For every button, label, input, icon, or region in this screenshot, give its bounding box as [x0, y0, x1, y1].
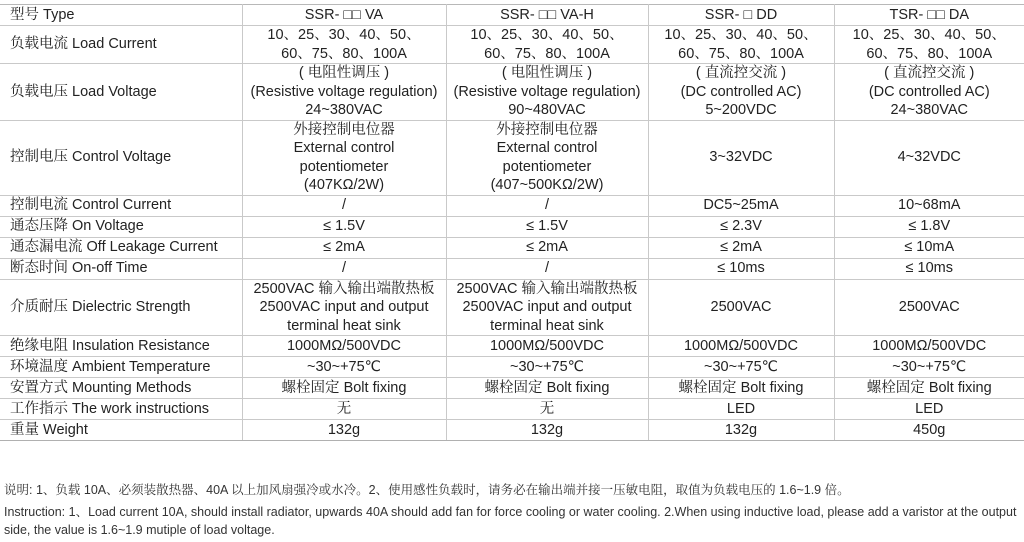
- cell-on-voltage: [834, 216, 1024, 237]
- cell-line: ≤ 1.5V: [323, 218, 365, 235]
- row-load-voltage: [0, 64, 1024, 121]
- cell-work-instructions: [242, 399, 446, 420]
- cell-line: 无: [336, 400, 352, 417]
- cell-control-current: [834, 195, 1024, 216]
- cell-line: 2500VAC 输入输出端散热板: [456, 280, 638, 297]
- cell-line: 5~200VDC: [705, 102, 777, 118]
- cell-line: 132g: [724, 421, 758, 438]
- cell-ambient-temperature: [242, 357, 446, 378]
- row-on-voltage: [0, 216, 1024, 237]
- cell-line: DC5~25mA: [703, 197, 779, 214]
- cell-line: (407~500KΩ/2W): [490, 177, 604, 193]
- cell-on-off-time: [648, 258, 834, 279]
- row-control-voltage: [0, 120, 1024, 195]
- cell-line: 外接控制电位器: [293, 121, 395, 138]
- cell-line: 1000MΩ/500VDC: [872, 337, 987, 354]
- cell-line: terminal heat sink: [287, 317, 401, 334]
- cell-line: 60、75、80、100A: [866, 45, 993, 62]
- row-load-current: [0, 26, 1024, 64]
- cell-load-voltage: [242, 64, 446, 121]
- cell-line: 60、75、80、100A: [281, 45, 407, 62]
- cell-ambient-temperature: [446, 357, 648, 378]
- cell-line: 外接控制电位器: [496, 121, 598, 138]
- cell-line: ≤ 2mA: [720, 239, 762, 256]
- cell-work-instructions: [648, 399, 834, 420]
- cell-line: ( 电阻性调压 ): [298, 65, 390, 81]
- cell-mounting-methods: [648, 378, 834, 399]
- cell-line: 螺栓固定 Bolt fixing: [281, 379, 407, 396]
- cell-off-leakage-current: [648, 237, 834, 258]
- cell-load-current: [446, 26, 648, 64]
- header-row: [0, 5, 1024, 26]
- cell-dielectric-strength: [834, 279, 1024, 336]
- cell-control-current: [648, 195, 834, 216]
- cell-line: ≤ 2mA: [323, 239, 365, 256]
- row-label: 绝缘电阻 Insulation Resistance: [0, 336, 242, 357]
- cell-weight: [834, 420, 1024, 441]
- cell-line: ~30~+75℃: [510, 358, 584, 375]
- cell-dielectric-strength: [242, 279, 446, 336]
- row-control-current: [0, 195, 1024, 216]
- cell-weight: [446, 420, 648, 441]
- cell-control-voltage: [648, 120, 834, 195]
- cell-line: 10~68mA: [898, 197, 961, 214]
- cell-line: 10、25、30、40、50、: [267, 27, 421, 43]
- cell-line: 2500VAC 输入输出端散热板: [253, 280, 435, 297]
- cell-line: 1000MΩ/500VDC: [683, 337, 798, 354]
- cell-line: 4~32VDC: [897, 149, 961, 166]
- cell-line: (DC controlled AC): [868, 83, 990, 100]
- cell-line: LED: [726, 400, 756, 417]
- cell-work-instructions: [446, 399, 648, 420]
- cell-off-leakage-current: [834, 237, 1024, 258]
- model-header: SSR- □ DD: [648, 5, 834, 26]
- row-label: 环境温度 Ambient Temperature: [0, 357, 242, 378]
- cell-line: 10、25、30、40、50、: [852, 27, 1006, 43]
- row-mounting-methods: [0, 378, 1024, 399]
- cell-line: (DC controlled AC): [680, 83, 802, 100]
- cell-insulation-resistance: [446, 336, 648, 357]
- cell-line: /: [544, 197, 550, 214]
- note-english: Instruction: 1、Load current 10A, should install radiator, upwards 40A should add fan for force cooling or water cooling. 2.When using inductive load, please add a varistor at the output side, the value is 1.6~1.9 mutiple of load voltage.: [4, 505, 1017, 537]
- row-work-instructions: [0, 399, 1024, 420]
- cell-off-leakage-current: [242, 237, 446, 258]
- cell-line: 2500VAC input and output: [462, 299, 632, 315]
- row-dielectric-strength: [0, 279, 1024, 336]
- cell-mounting-methods: [834, 378, 1024, 399]
- cell-on-voltage: [446, 216, 648, 237]
- row-label: 通态漏电流 Off Leakage Current: [0, 237, 242, 258]
- cell-line: 螺栓固定 Bolt fixing: [678, 379, 804, 396]
- cell-line: ≤ 1.8V: [908, 218, 951, 235]
- cell-line: 90~480VAC: [508, 102, 586, 118]
- cell-line: 132g: [327, 421, 361, 438]
- cell-weight: [648, 420, 834, 441]
- cell-control-voltage: [834, 120, 1024, 195]
- cell-line: ~30~+75℃: [307, 358, 381, 375]
- cell-line: ( 直流控交流 ): [884, 65, 975, 81]
- cell-line: ≤ 10mA: [904, 239, 955, 256]
- cell-control-voltage: [446, 120, 648, 195]
- cell-line: 132g: [530, 421, 564, 438]
- cell-line: 60、75、80、100A: [678, 45, 804, 62]
- cell-on-off-time: [242, 258, 446, 279]
- cell-insulation-resistance: [834, 336, 1024, 357]
- cell-line: 3~32VDC: [709, 149, 773, 166]
- row-label: 安置方式 Mounting Methods: [0, 378, 242, 399]
- cell-on-off-time: [834, 258, 1024, 279]
- cell-line: 2500VAC: [898, 299, 960, 315]
- cell-line: 1000MΩ/500VDC: [286, 337, 401, 354]
- cell-line: ≤ 10ms: [717, 260, 765, 277]
- model-header: SSR- □□ VA-H: [446, 5, 648, 26]
- note-chinese: 说明: 1、负载 10A、必须装散热器、40A 以上加风扇强冷或水冷。2、使用感性负载时，请务必在输出端并接一压敏电阻，取值为负载电压的 1.6~1.9 倍。: [4, 483, 850, 497]
- cell-line: ≤ 1.5V: [526, 218, 568, 235]
- cell-ambient-temperature: [648, 357, 834, 378]
- row-insulation-resistance: [0, 336, 1024, 357]
- cell-load-voltage: [834, 64, 1024, 121]
- cell-line: (Resistive voltage regulation): [250, 83, 438, 100]
- row-label: 控制电流 Control Current: [0, 195, 242, 216]
- cell-line: potentiometer: [502, 158, 592, 175]
- cell-line: ~30~+75℃: [892, 358, 967, 375]
- row-weight: [0, 420, 1024, 441]
- cell-line: ≤ 2.3V: [720, 218, 762, 235]
- row-off-leakage-current: [0, 237, 1024, 258]
- cell-line: External control: [496, 140, 598, 156]
- cell-line: 2500VAC: [710, 299, 772, 315]
- row-label: 控制电压 Control Voltage: [0, 120, 242, 195]
- cell-line: External control: [293, 140, 395, 156]
- cell-mounting-methods: [242, 378, 446, 399]
- cell-control-current: [446, 195, 648, 216]
- cell-line: terminal heat sink: [490, 317, 604, 334]
- row-label: 负载电压 Load Voltage: [0, 64, 242, 121]
- model-header: SSR- □□ VA: [242, 5, 446, 26]
- cell-work-instructions: [834, 399, 1024, 420]
- row-label: 工作指示 The work instructions: [0, 399, 242, 420]
- cell-insulation-resistance: [648, 336, 834, 357]
- row-label: 断态时间 On-off Time: [0, 258, 242, 279]
- cell-load-current: [648, 26, 834, 64]
- cell-line: potentiometer: [299, 158, 389, 175]
- cell-weight: [242, 420, 446, 441]
- cell-line: 螺栓固定 Bolt fixing: [866, 379, 992, 396]
- cell-on-voltage: [648, 216, 834, 237]
- cell-dielectric-strength: [446, 279, 648, 336]
- row-label: 重量 Weight: [0, 420, 242, 441]
- cell-line: 螺栓固定 Bolt fixing: [484, 379, 610, 396]
- cell-line: (407KΩ/2W): [303, 177, 385, 193]
- row-on-off-time: [0, 258, 1024, 279]
- cell-dielectric-strength: [648, 279, 834, 336]
- cell-line: ( 直流控交流 ): [695, 65, 787, 81]
- cell-ambient-temperature: [834, 357, 1024, 378]
- model-header: TSR- □□ DA: [834, 5, 1024, 26]
- cell-line: 1000MΩ/500VDC: [489, 337, 604, 354]
- cell-line: ≤ 10ms: [905, 260, 953, 277]
- row-label: 负载电流 Load Current: [0, 26, 242, 64]
- row-ambient-temperature: [0, 357, 1024, 378]
- cell-line: ~30~+75℃: [704, 358, 778, 375]
- cell-line: 60、75、80、100A: [484, 45, 610, 62]
- cell-line: /: [544, 260, 550, 277]
- cell-line: 2500VAC input and output: [259, 299, 429, 315]
- cell-line: 无: [539, 400, 555, 417]
- cell-line: 10、25、30、40、50、: [664, 27, 818, 43]
- cell-load-voltage: [446, 64, 648, 121]
- cell-line: 24~380VAC: [890, 102, 969, 118]
- row-label: 介质耐压 Dielectric Strength: [0, 279, 242, 336]
- row-label: 通态压降 On Voltage: [0, 216, 242, 237]
- cell-control-current: [242, 195, 446, 216]
- cell-line: ( 电阻性调压 ): [501, 65, 593, 81]
- cell-control-voltage: [242, 120, 446, 195]
- cell-line: /: [341, 197, 347, 214]
- cell-mounting-methods: [446, 378, 648, 399]
- spec-table: [0, 4, 1024, 441]
- cell-on-off-time: [446, 258, 648, 279]
- cell-insulation-resistance: [242, 336, 446, 357]
- cell-line: 24~380VAC: [305, 102, 383, 118]
- cell-load-current: [834, 26, 1024, 64]
- cell-load-current: [242, 26, 446, 64]
- cell-load-voltage: [648, 64, 834, 121]
- header-label: 型号 Type: [0, 5, 242, 26]
- cell-on-voltage: [242, 216, 446, 237]
- cell-line: 450g: [913, 421, 946, 438]
- cell-line: ≤ 2mA: [526, 239, 568, 256]
- cell-line: (Resistive voltage regulation): [453, 83, 641, 100]
- cell-line: 10、25、30、40、50、: [470, 27, 624, 43]
- cell-line: /: [341, 260, 347, 277]
- cell-line: LED: [915, 400, 944, 417]
- cell-off-leakage-current: [446, 237, 648, 258]
